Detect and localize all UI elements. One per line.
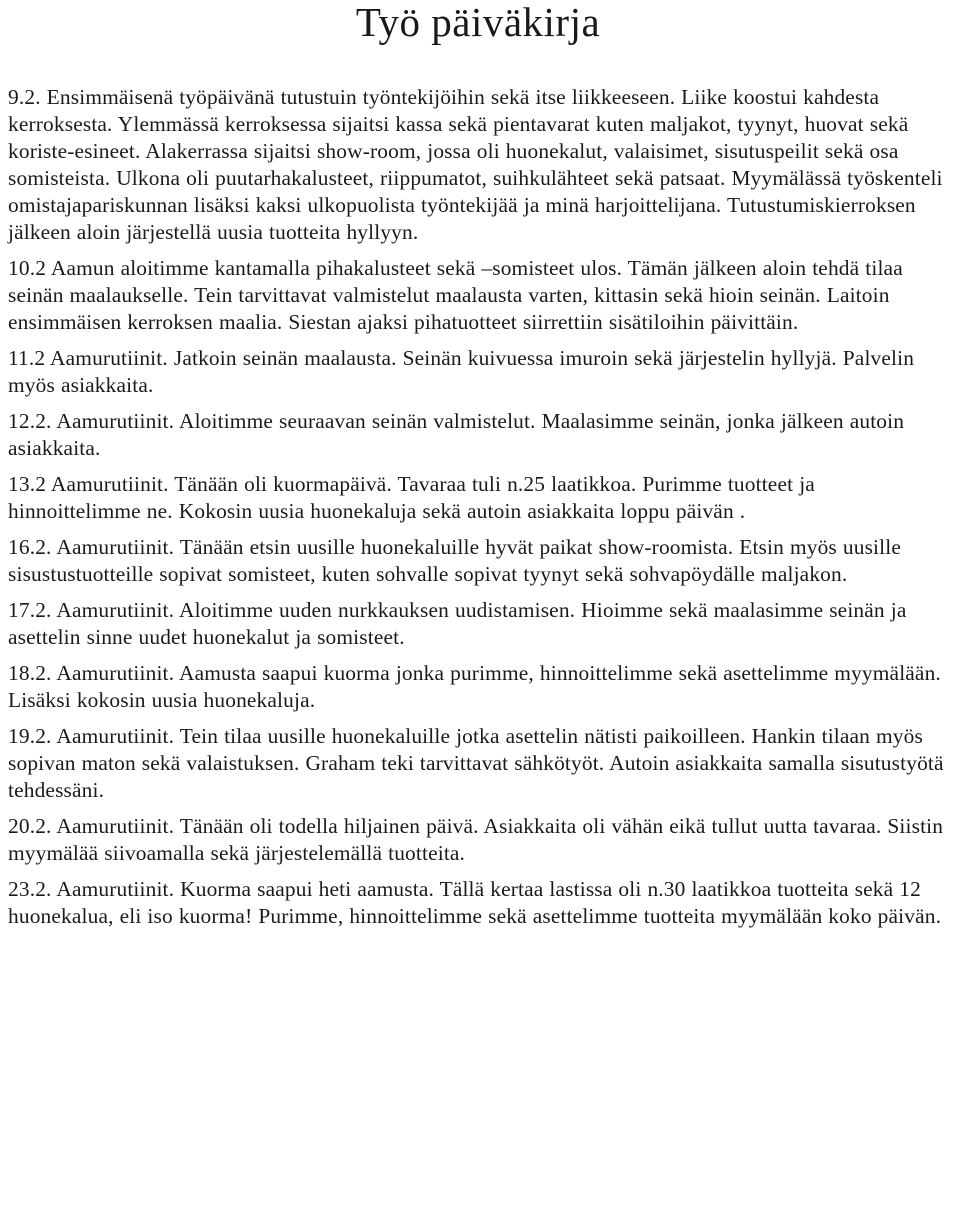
diary-entry: 10.2 Aamun aloitimme kantamalla pihakalusteet sekä –somisteet ulos. Tämän jälkeen aloin tehdä tilaa seinän maalaukselle. Tein tarvittavat valmistelut maalausta varten, kittasin sekä hioin seinän. Laitoin ensimmäisen kerroksen maalia. Siestan ajaksi pihatuotteet siirrettiin sisätiloihin päivittäin. <box>8 256 903 334</box>
diary-entry: 19.2. Aamurutiinit. Tein tilaa uusille huonekaluille jotka asettelin nätisti paikoilleen. Hankin tilaan myös sopivan maton sekä valaistuksen. Graham teki tarvittavat sähkötyöt. Autoin asiakkaita samalla sisutustyötä tehdessäni. <box>8 724 944 802</box>
diary-entries <box>8 84 948 930</box>
diary-entry: 11.2 Aamurutiinit. Jatkoin seinän maalausta. Seinän kuivuessa imuroin sekä järjestelin hyllyjä. Palvelin myös asiakkaita. <box>8 346 915 397</box>
diary-entry: 18.2. Aamurutiinit. Aamusta saapui kuorma jonka purimme, hinnoittelimme sekä asettelimme myymälään. Lisäksi kokosin uusia huonekaluja. <box>8 661 941 712</box>
diary-entry: 12.2. Aamurutiinit. Aloitimme seuraavan seinän valmistelut. Maalasimme seinän, jonka jälkeen autoin asiakkaita. <box>8 409 905 460</box>
diary-entry: 16.2. Aamurutiinit. Tänään etsin uusille huonekaluille hyvät paikat show-roomista. Etsin myös uusille sisustustuotteille sopivat somisteet, kuten sohvalle sopivat tyynyt sekä sohvapöydälle maljakon. <box>8 535 901 586</box>
document-title: Työ päiväkirja <box>355 0 601 45</box>
diary-entry: 9.2. Ensimmäisenä työpäivänä tutustuin työntekijöihin sekä itse liikkeeseen. Liike koostui kahdesta kerroksesta. Ylemmässä kerroksessa sijaitsi kassa sekä pientavarat kuten maljakot, tyynyt, huovat sekä koriste-esineet. Alakerrassa sijaitsi show-room, jossa oli huonekalut, valaisimet, sisutuspeilit sekä osa somisteista. Ulkona oli puutarhakalusteet, riippumatot, suihkulähteet sekä patsaat. Myymälässä työskenteli omistajapariskunnan lisäksi kaksi ulkopuolista työntekijää ja minä harjoittelijana. Tutustumiskierroksen jälkeen aloin järjestellä uusia tuotteita hyllyyn. <box>8 85 943 244</box>
diary-entry: 23.2. Aamurutiinit. Kuorma saapui heti aamusta. Tällä kertaa lastissa oli n.30 laatikkoa tuotteita sekä 12 huonekalua, eli iso kuorma! Purimme, hinnoittelimme sekä asettelimme tuotteita myymälään koko päivän. <box>8 877 942 928</box>
diary-entry: 13.2 Aamurutiinit. Tänään oli kuormapäivä. Tavaraa tuli n.25 laatikkoa. Purimme tuotteet ja hinnoittelimme ne. Kokosin uusia huonekaluja sekä autoin asiakkaita loppu päivän . <box>8 472 815 523</box>
diary-entry: 20.2. Aamurutiinit. Tänään oli todella hiljainen päivä. Asiakkaita oli vähän eikä tullut uutta tavaraa. Siistin myymälää siivoamalla sekä järjestelemällä tuotteita. <box>8 814 944 865</box>
diary-entry: 17.2. Aamurutiinit. Aloitimme uuden nurkkauksen uudistamisen. Hioimme sekä maalasimme seinän ja asettelin sinne uudet huonekalut ja somisteet. <box>8 598 907 649</box>
